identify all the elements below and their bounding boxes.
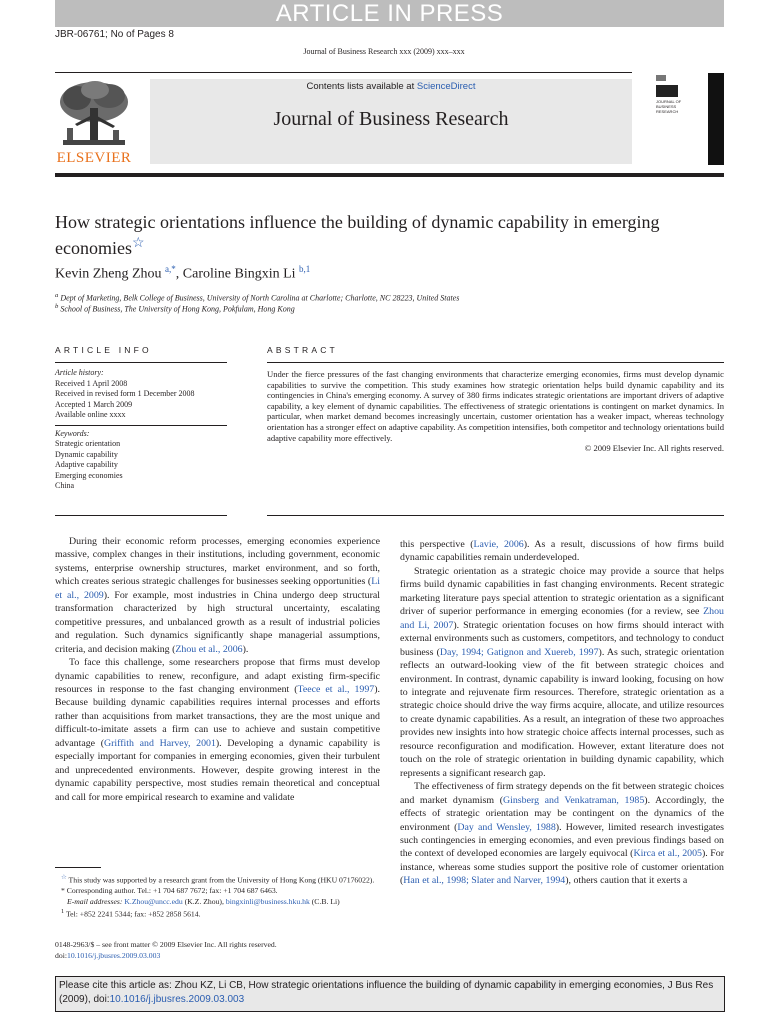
article-title-text: How strategic orientations influence the building of dynamic capability in emerging economies xyxy=(55,212,660,258)
body-column-right xyxy=(400,538,724,888)
citation-box xyxy=(55,976,725,1012)
abstract-copyright: © 2009 Elsevier Inc. All rights reserved. xyxy=(584,443,724,454)
history-label: Article history: xyxy=(55,368,104,377)
sciencedirect-link[interactable]: ScienceDirect xyxy=(416,81,476,92)
body-text: ). Strategic orientation focuses on how firms should interact with external environments such as customers, competitors, and technology to conduct business ( xyxy=(400,619,724,658)
body-text: ). However, limited research investigates such contingencies in emerging economies, and even previous findings based on the context of developed economies are largely equivocal ( xyxy=(400,821,724,860)
body-paragraph xyxy=(400,538,724,565)
email-label: E-mail addresses: xyxy=(67,896,123,906)
reference-link[interactable]: Lavie, 2006 xyxy=(473,539,524,550)
affiliation-a xyxy=(55,292,459,303)
article-id: JBR-06761; No of Pages 8 xyxy=(55,29,174,40)
body-text: ). Developing a dynamic capability is especially important for companies in emerging economies, given their turbulent and unprecedented environments. However, despite growing interest in the dynamic capability perspective, most studies remain theoretical and conceptual and call for more empirical research to examine and validate xyxy=(55,737,380,803)
affiliation-text: Dept of Marketing, Belk College of Business, University of North Carolina at Charlotte; Charlotte, NC 28223, United States xyxy=(60,293,460,303)
front-matter-line: 0148-2963/$ – see front matter © 2009 Elsevier Inc. All rights reserved. xyxy=(55,940,277,949)
history-item: Available online xxxx xyxy=(55,410,126,419)
body-text: ). For example, most industries in China undergo deep structural transformation characterized by high structural uncertainty, escalating competitive pressures, and unbalanced growth as a result of industrial policies and regulation. Such dynamics significantly shape managerial assumptions, criteria, and decision making ( xyxy=(55,589,380,655)
footnote-star-mark: ☆ xyxy=(61,874,67,881)
affiliation-b xyxy=(55,303,295,314)
footnote-corresponding xyxy=(55,886,380,897)
body-text: To face this challenge, some researchers propose that firms must develop dynamic capabilities to renew, reconfigure, and adapt existing firm-specific resources in response to the fast changing environment ( xyxy=(55,657,380,695)
body-text: ). Because building dynamic capabilities requires internal processes and efforts rather than acquisitions from market transactions, they are the most unique and difficult-to-imitate assets a firm can use to achieve and sustain competitive advantage ( xyxy=(55,683,380,749)
body-text: The effectiveness of firm strategy depends on the fit between strategic choices and market dynamism ( xyxy=(400,781,724,806)
body-text: ), others caution that it exerts a xyxy=(565,875,688,887)
abstract-heading: ABSTRACT xyxy=(267,345,338,355)
doi-line xyxy=(55,950,277,961)
reference-link[interactable]: Teece et al., 1997 xyxy=(297,683,375,695)
footnote-mark: * xyxy=(61,886,65,896)
reference-link[interactable]: Day and Wensley, 1988 xyxy=(457,821,556,833)
body-text: ). As a result, discussions of how firms build dynamic capabilities remain underdeveloped. xyxy=(400,539,724,564)
footnote-mark: 1 xyxy=(61,908,65,916)
keywords-label: Keywords: xyxy=(55,428,90,438)
front-matter xyxy=(55,939,277,961)
author-name: Caroline Bingxin Li xyxy=(182,266,296,282)
article-in-press-banner: ARTICLE IN PRESS xyxy=(55,0,724,27)
reference-link[interactable]: Zhou and Li, 2007 xyxy=(400,606,724,631)
body-text: During their economic reform processes, emerging economies experience massive, complex changes in their institutions, including government, economic systems, enterprise ownership structures, market environment, and so forth, which creates serious strategic challenges for businesses seeking opportunities ( xyxy=(55,536,380,588)
info-rule-top xyxy=(55,362,227,363)
reference-link[interactable]: Day, 1994; Gatignon and Xuereb, 1997 xyxy=(439,646,599,658)
info-rule-bottom xyxy=(55,515,227,516)
citation-doi-link[interactable]: 10.1016/j.jbusres.2009.03.003 xyxy=(109,993,245,1005)
cover-title: JOURNAL OF BUSINESS RESEARCH xyxy=(656,99,682,114)
authors xyxy=(55,264,310,283)
footnote-text: This study was supported by a research grant from the University of Hong Kong (HKU 07176022). xyxy=(68,875,375,885)
info-divider xyxy=(55,425,227,426)
body-text: this perspective ( xyxy=(400,539,474,550)
reference-link[interactable]: Ginsberg and Venkatraman, 1985 xyxy=(502,794,645,806)
history-item: Received in revised form 1 December 2008 xyxy=(55,389,195,398)
abstract-body xyxy=(267,369,724,454)
footnote-text: Tel: +852 2241 5344; fax: +852 2858 5614. xyxy=(66,909,201,919)
journal-cover-thumbnail xyxy=(654,73,724,165)
body-paragraph xyxy=(55,656,380,804)
footnote-rule xyxy=(55,867,101,868)
affiliation-mark: a xyxy=(55,292,59,299)
contents-prefix: Contents lists available at xyxy=(306,81,417,92)
body-paragraph xyxy=(55,535,380,656)
abstract-rule-top xyxy=(267,362,724,363)
footnotes xyxy=(55,873,380,920)
email-owner: (K.Z. Zhou), xyxy=(182,896,226,906)
keyword: Emerging economies xyxy=(55,470,123,480)
email-owner: (C.B. Li) xyxy=(309,896,340,906)
header-thick-rule xyxy=(55,173,724,177)
keyword: Strategic orientation xyxy=(55,439,121,448)
body-text: ). As such, strategic orientation reflects an outward-looking view of the fit between strategic choices and environment. In contrast, dynamic capability is inward looking, focusing on how to integrate and rejuvenate firm resources. Therefore, strategic orientation as a strategic choice should drive the way firms acquire, allocate, and utilize resources to create dynamic capabilities. As a result, an integration of these two approaches provides new insights into how strategic choice affects internal processes, such as resource reconfiguration and modification. However, extant literature does not touch on the role of strategic orientation in building dynamic capability, which represents a significant research gap. xyxy=(400,646,725,779)
author-affiliation-mark[interactable]: a,* xyxy=(165,264,176,274)
footnote-funding xyxy=(55,873,380,886)
reference-link[interactable]: Zhou et al., 2006 xyxy=(175,643,243,655)
footnote-emails xyxy=(55,897,380,908)
affiliation-text: School of Business, The University of Hong Kong, Pokfulam, Hong Kong xyxy=(60,304,295,314)
reference-link[interactable]: Griffith and Harvey, 2001 xyxy=(103,737,216,749)
email-link[interactable]: K.Zhou@uncc.edu xyxy=(124,896,183,906)
journal-title: Journal of Business Research xyxy=(273,108,509,130)
doi-label: doi: xyxy=(55,951,67,960)
publisher-name: ELSEVIER xyxy=(56,150,132,166)
article-info-panel xyxy=(55,368,227,492)
body-text: ). Accordingly, the effects of strategic orientation may be contingent on the dynamics of the environment ( xyxy=(400,794,724,833)
elsevier-logo xyxy=(55,80,133,166)
author-affiliation-mark[interactable]: b,1 xyxy=(299,264,311,274)
reference-link[interactable]: Li et al., 2009 xyxy=(55,576,380,601)
body-text: ). xyxy=(242,643,249,655)
affiliation-mark: b xyxy=(55,303,59,310)
article-title xyxy=(55,211,675,259)
body-paragraph xyxy=(400,780,724,888)
email-link[interactable]: bingxinli@business.hku.hk xyxy=(225,896,310,906)
reference-link[interactable]: Kirca et al., 2005 xyxy=(633,848,702,860)
doi-link[interactable]: 10.1016/j.jbusres.2009.03.003 xyxy=(66,951,161,960)
keyword: China xyxy=(55,481,75,490)
footnote-text: Corresponding author. Tel.: +1 704 687 7672; fax: +1 704 687 6463. xyxy=(66,886,278,896)
footnote-tel xyxy=(55,907,380,920)
body-paragraph xyxy=(400,565,724,780)
citation-text: Please cite this article as: Zhou KZ, Li CB, How strategic orientations influence the building of dynamic capability in emerging economies, J Bus Res (2009), doi: xyxy=(59,980,714,1005)
title-footnote-star[interactable]: ☆ xyxy=(131,236,145,251)
header-rule xyxy=(55,72,632,73)
author-name: Kevin Zheng Zhou xyxy=(55,266,162,282)
author-separator: , xyxy=(175,266,183,282)
contents-line xyxy=(150,81,632,92)
journal-running-line: Journal of Business Research xxx (2009) xxx–xxx xyxy=(303,47,465,56)
history-item: Received 1 April 2008 xyxy=(55,378,128,388)
abstract-text: Under the fierce pressures of the fast changing environments that characterize emerging economies, firms must develop dynamic capabilities to survive the competition. This study examines how strategic orientation helps build dynamic capability and its contingencies in China's emerging economy. A survey of 380 firms indicates strategic orientations are important drivers of adaptive capability, a key element of dynamic capabilities. The effectiveness of strategic orientations is contingent on market dynamics. In particular, when market demand becomes increasingly uncertain, customer orientation has a weaker impact, whereas technology orientation has a stronger effect on adaptive capability. As competition intensifies, both competitor and technology orientations build adaptive capability more effectively. xyxy=(267,369,724,443)
body-column-left xyxy=(55,535,380,804)
history-item: Accepted 1 March 2009 xyxy=(55,399,133,409)
body-text: ). For instance, whereas some studies support the positive role of customer orientation ( xyxy=(400,848,724,887)
body-text: Strategic orientation as a strategic choice may provide a source that helps firms build dynamic capabilities in fast changing environments. Recent strategic marketing literature pays special attention to strategic orientation as a significant driver of superior performance in emerging economies (for a review, see xyxy=(400,565,724,618)
reference-link[interactable]: Han et al., 1998; Slater and Narver, 1994 xyxy=(403,875,566,887)
keyword: Adaptive capability xyxy=(55,460,118,469)
article-info-heading: ARTICLE INFO xyxy=(55,345,152,355)
abstract-rule-bottom xyxy=(267,515,724,516)
keyword: Dynamic capability xyxy=(55,449,118,459)
